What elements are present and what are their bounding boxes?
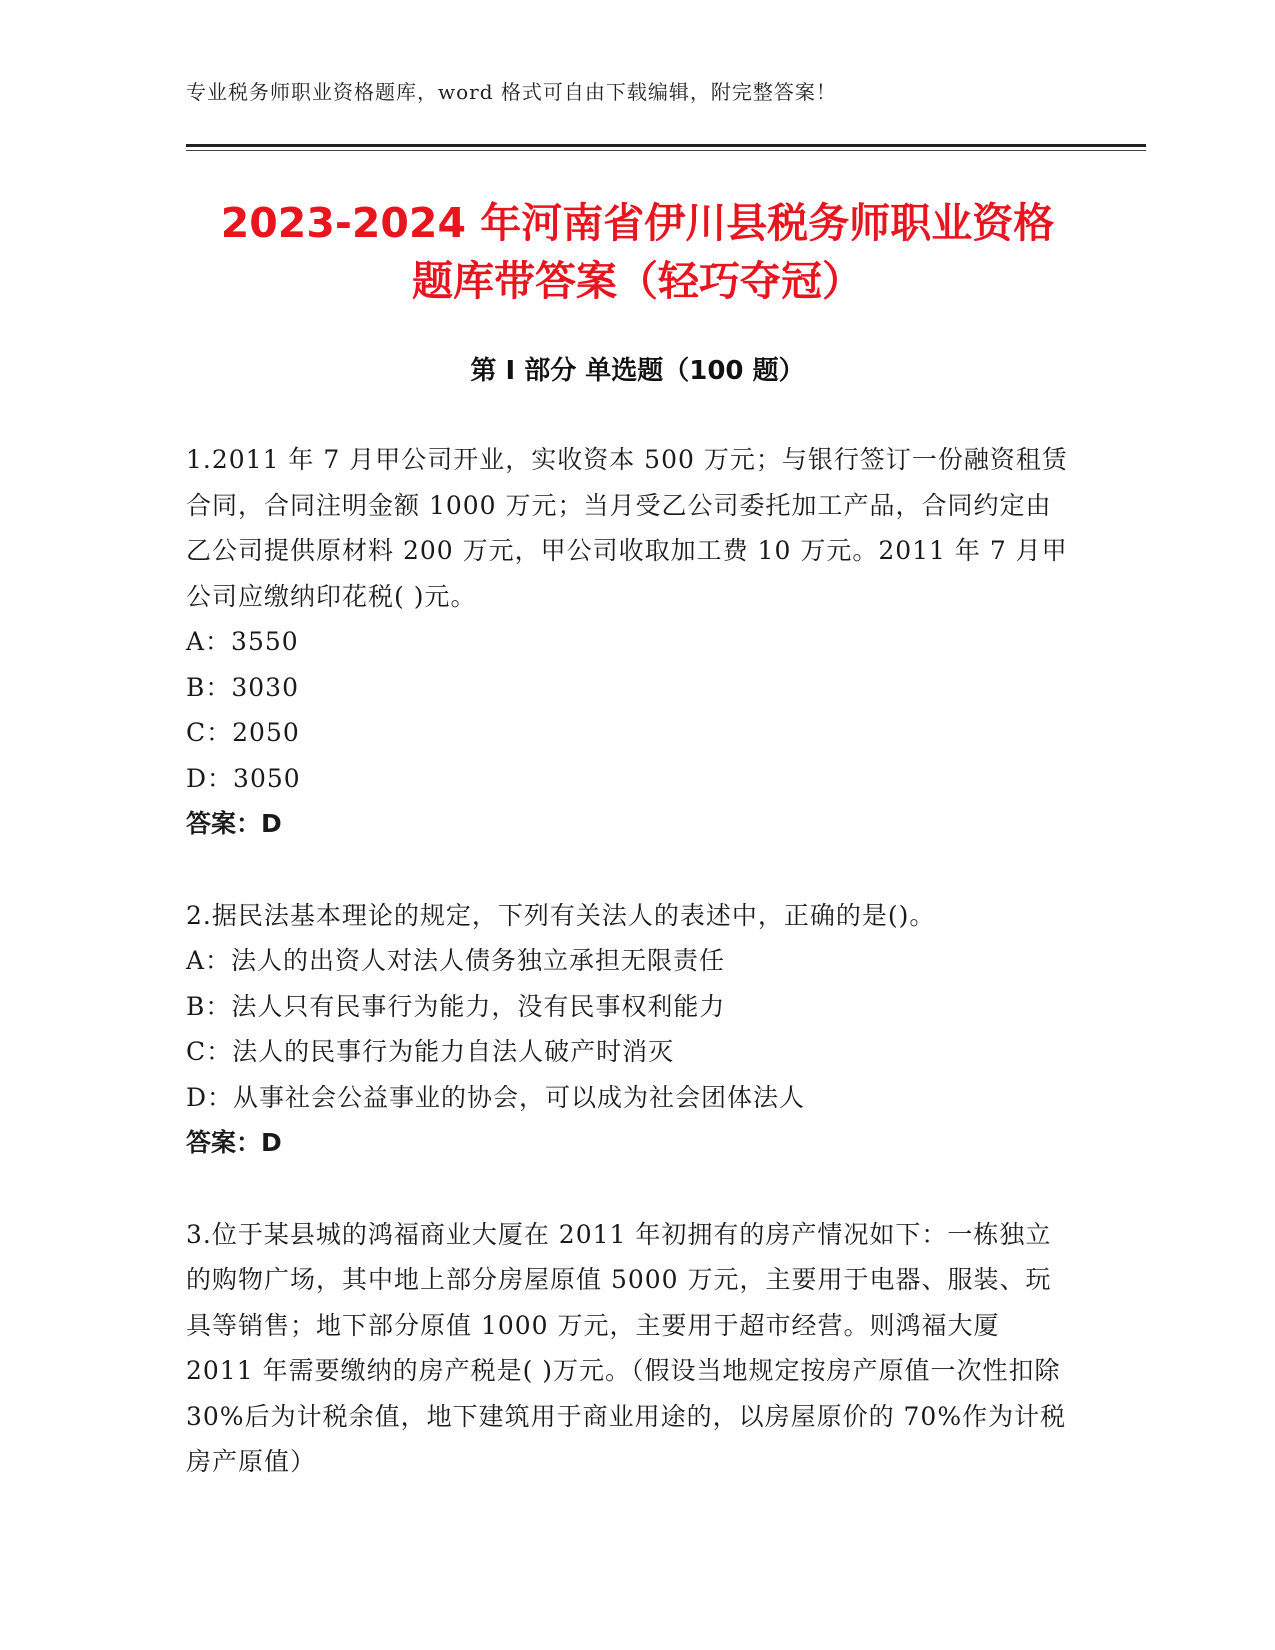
header-note: 专业税务师职业资格题库，word 格式可自由下载编辑，附完整答案！ bbox=[186, 80, 837, 104]
answer: 答案：D bbox=[186, 1128, 282, 1157]
document-title-line-1: 2023-2024 年河南省伊川县税务师职业资格 bbox=[220, 199, 1055, 247]
option-b: B：3030 bbox=[186, 672, 299, 702]
question-list bbox=[186, 437, 1076, 1485]
option-a: A：法人的出资人对法人债务独立承担无限责任 bbox=[186, 946, 726, 975]
question-spacer bbox=[186, 847, 1076, 893]
document-title-line-2: 题库带答案（轻巧夺冠） bbox=[412, 257, 863, 305]
document-title bbox=[140, 194, 1135, 310]
question-text: 3.位于某县城的鸿福商业大厦在 2011 年初拥有的房产情况如下：一栋独立的购物广场，其中地上部分房屋原值 5000 万元，主要用于电器、服装、玩具等销售；地下部分原值 1000 万元，主要用于超市经营。则鸿福大厦 2011 年需要缴纳的房产税是( )万元。（假设当地规定按房产原值一次性扣除 30%后为计税余值，地下建筑用于商业用途的，以房屋原价的 70%作为计税房产原值） bbox=[186, 1219, 1067, 1476]
header-divider-thick bbox=[186, 144, 1146, 147]
question-3 bbox=[186, 1212, 1076, 1485]
question-1 bbox=[186, 437, 1076, 847]
option-c: C：2050 bbox=[186, 718, 300, 747]
section-title: 第 I 部分 单选题（100 题） bbox=[470, 356, 805, 386]
option-c: C：法人的民事行为能力自法人破产时消灭 bbox=[186, 1037, 675, 1066]
option-b: B：法人只有民事行为能力，没有民事权利能力 bbox=[186, 991, 726, 1021]
option-d: D：从事社会公益事业的协会，可以成为社会团体法人 bbox=[186, 1082, 806, 1112]
header-divider-thin bbox=[186, 150, 1146, 151]
question-text: 1.2011 年 7 月甲公司开业，实收资本 500 万元；与银行签订一份融资租赁合同，合同注明金额 1000 万元；当月受乙公司委托加工产品，合同约定由乙公司提供原材料 200 万元，甲公司收取加工费 10 万元。2011 年 7 月甲公司应缴纳印花税( )元。 bbox=[186, 445, 1068, 611]
option-d: D：3050 bbox=[186, 763, 301, 793]
answer: 答案：D bbox=[186, 809, 282, 838]
question-text: 2.据民法基本理论的规定，下列有关法人的表述中，正确的是()。 bbox=[186, 900, 936, 930]
option-a: A：3550 bbox=[186, 627, 299, 656]
question-2 bbox=[186, 893, 1076, 1166]
question-spacer bbox=[186, 1166, 1076, 1212]
